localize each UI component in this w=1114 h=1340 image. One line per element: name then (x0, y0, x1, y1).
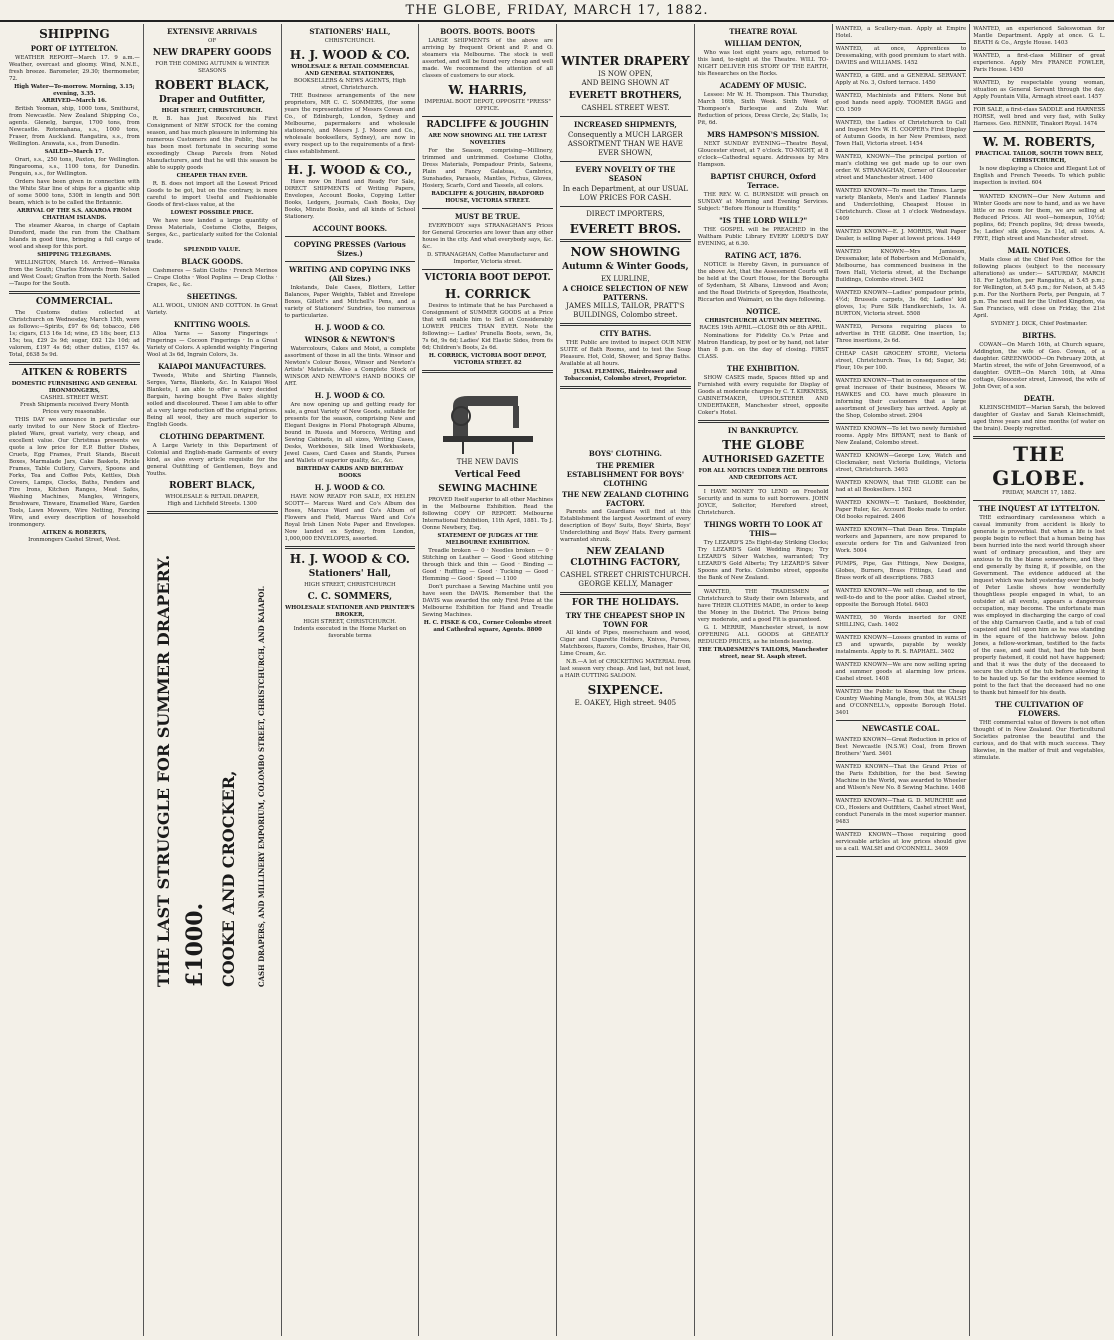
wanted-ad: WANTED KNOWN—Great Reduction in price of Best Newcastle (N.S.W.) Coal, from Brown Brothers' Yard. 3401 (836, 735, 967, 762)
divider (285, 261, 416, 262)
rb-sign-3: High and Lichfield Streets. 1300 (167, 501, 257, 507)
account-books-heading: ACCOUNT BOOKS. (312, 224, 388, 233)
roberts-text: Is now displaying a Choice and Elegant Lot of English and French Tweeds. To which public inspection is invited. 604 (973, 166, 1105, 186)
city-baths-text: THE Public are invited to inspect OUR NEW SUITE of Bath Rooms, and to test the Soap Pleasure. Hot, Cold, Shower, and Spray Baths. Available at all hours. (560, 340, 691, 367)
aitken-address: CASHEL STREET WEST. (40, 395, 109, 401)
divider (9, 291, 140, 294)
death-heading: DEATH. (1023, 394, 1055, 403)
wanted-ad: WANTED KNOWN—Losses granted in sums of £5 and upwards, payable by weekly instalments. Apply to R. S. RAPHAEL. 3402 (836, 633, 967, 660)
high-water: High Water—To-morrow. Morning, 3.15; evening, 3.35. (14, 84, 135, 97)
column-2 (144, 24, 282, 1336)
wanted-ad: WANTED, the Ladies of Christchurch to Call and Inspect Mrs W. H. COOPER's First Display of Autumn Goods, in her New Premises, next Town Hall, Victoria street. 1454 (836, 118, 967, 152)
divider (422, 208, 553, 209)
wanted-ad: WANTED, a Scullery-man. Apply at Empire Hotel. (836, 24, 967, 44)
divider (560, 206, 691, 207)
arrived-text: British Yeoman, ship, 1000 tons, Smithurst, from Newcastle. New Zealand Shipping Co., agents. Glenelg, barque, 1700 tons, from Newcastle. Rotomahana, s.s., 1000 tons, Fraser, from Auckland. Rangatira, s.s., from Wellington. Arawata, s.s., from Dunedin. (9, 106, 140, 147)
lord-heading: "IS THE LORD WILL?" (719, 216, 808, 225)
arrival-heading: ARRIVAL OF THE S.S. AKAROA FROM CHATHAM ISLANDS. (16, 208, 132, 221)
wanted-ad: WANTED KNOWN—We are now selling spring and summer goods at alarming low prices. Cashel street. 1408 (836, 660, 967, 687)
winsor-heading: WINSOR & NEWTON'S (304, 335, 395, 344)
wanted-ad: WANTED, 50 Words inserted for ONE SHILLING, Cash. 1402 (836, 613, 967, 633)
divider (698, 420, 829, 423)
wanted-ad: WANTED KNOWN—Ladies' pompadour prints, 4½d; Brussels carpets, 3s 6d; Ladies' kid gloves, 1s; Pure Silk Handkerchiefs, 1s. A. BURTON, Victoria street. 5508 (836, 288, 967, 322)
lowest-price-text: LOWEST POSSIBLE PRICE. (170, 210, 254, 216)
cultivation-heading: THE CULTIVATION OF FLOWERS. (994, 700, 1084, 718)
harris-heading: W. HARRIS, (448, 83, 527, 97)
sommers-address: HIGH STREET, CHRISTCHURCH. (303, 619, 397, 625)
cricket-text: N.B.—A lot of CRICKETING MATERIAL from last season very cheap. And last, but not least, a HAIR CUTTING SALOON. (560, 659, 691, 679)
hj-wood-heading-3: H. J. WOOD & CO. (314, 323, 385, 332)
postmaster-signature: SYDNEY J. DICK, Chief Postmaster. (990, 321, 1088, 327)
sixpence-heading: SIXPENCE. (587, 683, 664, 697)
wanted-ad: WANTED, KNOWN—The principal portion of man's clothing we get made up to our own order. W. STRANAGHAN, Corner of Gloucester street and Manchester street. 1400 (836, 152, 967, 186)
divider (698, 485, 829, 486)
birthday-cards-text: BIRTHDAY CARDS AND BIRTHDAY BOOKS (296, 466, 404, 479)
stationers-hall-heading: STATIONERS' HALL, (309, 27, 391, 36)
top-ad: FOR SALE, a first-class SADDLE and HARNESS HORSE, well bred and very fast, with Sulky Harness. Geo. RENNIE, Tinakori Royal. 1474 (973, 105, 1105, 132)
winter-drapery-heading: WINTER DRAPERY (561, 54, 690, 68)
mission-heading: MRS HAMPSON'S MISSION. (707, 130, 820, 139)
robert-black-signature: ROBERT BLACK, (169, 481, 256, 491)
divider (422, 116, 553, 117)
wanted-ad: WANTED KNOWN—Those requiring good serviceable articles at low prices should give us a call. WALSH and O'CONNELL. 3409 (836, 830, 967, 857)
increased-shipments-text: INCREASED SHIPMENTS, (573, 120, 677, 129)
aitken-signature: AITKEN & ROBERTS, (41, 530, 107, 536)
port-heading: PORT OF LYTTELTON. (30, 44, 118, 53)
wanted-ad: WANTED KNOWN—That G. D. MURCHIE and CO., Hosiers and Outfitters, Cashel street West, conduct Funerals in the most superior manner. 9483 (836, 796, 967, 830)
wanted-ad: WANTED, Persons requiring places to advertise in THE GLOBE. One insertion, 1s; Three insertions, 2s 6d. (836, 322, 967, 349)
writing-inks-heading: WRITING AND COPYING INKS (All Sizes.) (289, 265, 411, 283)
divider (973, 436, 1105, 439)
rb-sign-2: WHOLESALE & RETAIL DRAPER, (165, 494, 259, 500)
divider (147, 511, 278, 514)
holidays-heading: FOR THE HOLIDAYS. (571, 598, 679, 608)
kaiapoi-heading: KAIAPOI MANUFACTURES. (158, 362, 267, 371)
now-open-text: IS NOW OPEN, (598, 70, 653, 78)
divider (560, 592, 691, 595)
corrick-signature: H. CORRICK, VICTORIA BOOT DEPOT, VICTORIA STREET. 82 (428, 353, 547, 366)
booksellers-text: BOOKSELLERS & NEWS AGENTS, High street, Christchurch. (293, 78, 406, 91)
column-6 (695, 24, 833, 1336)
things-worth-heading: THINGS WORTH TO LOOK AT THIS— (703, 520, 823, 538)
exhibition-text: SHOW CASES made, Spaces fitted up and Furnished with every requisite for Display of Goods at moderate charges by C. T. KIRKNESS, CABINETMAKER, UPHOLSTERER AND UNDERTAKER, Manchester street, opposite Coker's Hotel. (697, 375, 829, 416)
births-heading: BIRTHS. (1022, 331, 1057, 340)
usual-prices-text: In each Department, at our USUAL LOW PRICES FOR CASH. (562, 185, 688, 202)
hj6-address: HIGH STREET, CHRISTCHURCH (304, 582, 396, 588)
radcliffe-sub: ARE NOW SHOWING ALL THE LATEST NOVELTIES (428, 133, 547, 146)
stranaghan-text: EVERYBODY says STRANAGHAN'S Prices for General Groceries are lower than any other house in the city. And what everybody says, &c. &c. (422, 223, 553, 250)
boys-clothing-heading: BOYS' CLOTHING. (588, 449, 662, 458)
davis-text: PROVED Itself superior to all other Machines in the Melbourne Exhibition. Read the following COPY OF REPORT. Melbourne International Exhibition, 11th April, 1881. To J. Oonne Newbery, Esq. (422, 497, 553, 531)
notice-heading: NOTICE. (745, 307, 781, 316)
mail-notices-text: Mails close at the Chief Post Office for the following places (subject to the necessary alterations) as under:— SATURDAY, MARCH 18. For Lyttelton, per Rangatira, at 5.45 p.m.; for Wellington, at 5.45 p.m.; for Nelson, at 5.45 p.m. For the Northern Ports, per Penguin, at 7 p.m. The next mail for the United Kingdom, via San Francisco, will close on Friday, the 21st April. (973, 257, 1105, 319)
divider (973, 500, 1105, 501)
hj5-body: HAVE NOW READY FOR SALE, EX HELEN SCOTT— Marcus Ward and Co's Album des Roses, Marcus Ward and Co's Album of Flowers and Field, Marcus Ward and Co's Royal Irish Linen Note Paper and Envelopes. Now landed ex Sydney, from London, 1,000,000 ENVELOPES, assorted. (284, 494, 416, 542)
divider (560, 161, 691, 162)
jusal-fleming-text: JUSAL FLEMING, Hairdresser and Tobacconist, Colombo street, Proprietor. (564, 369, 687, 382)
wanted-ad: WANTED, Machinists and Fitters. None but good hands need apply. TOOMER BAGG and CO. 1509 (836, 91, 967, 118)
academy-heading: ACADEMY OF MUSIC. (719, 81, 807, 90)
wanted-ad: PUMPS, Pipe, Gas Fittings, New Designs, Globes, Burners, Brass Fittings, Lead and Brass work of all descriptions. 7883 (836, 559, 967, 586)
wanted-ad: WANTED KNOWN—That the Grand Prize of the Paris Exhibition, for the best Sewing Machine in the World, was awarded to Wheeler and Wilson's New No. 8 Sewing Machine. 1408 (836, 762, 967, 796)
cheapest-shop-list: All kinds of Pipes, meerschaum and wood, Cigar and Cigarette Holders, Knives, Purses, Matchboxes, Razors, Combs, Brushes, Hair Oil, Lime Cream, &c. (560, 630, 691, 657)
business-text: THE Business arrangements of the new proprietors, MR C. C. SOMMERS, (for some years the representative of Messrs Cowan and Co., of Edinburgh, London, Sydney and Melbourne, papermakers and wholesale stationers), and Messrs J. J. Moore and Co., wholesale booksellers, Sydney), are now in every respect up to the requirements of a first-class establishment. (284, 93, 416, 155)
vertical-feed-heading: Vertical Feed (454, 470, 521, 480)
divider (560, 386, 691, 389)
knitting-heading: KNITTING WOOLS. (174, 320, 251, 329)
column-7 (833, 24, 971, 1336)
denton-heading: WILLIAM DENTON, (724, 39, 802, 48)
for-all-notices-text: FOR ALL NOTICES UNDER THE DEBTORS AND CREDITORS ACT. (698, 468, 828, 481)
authorised-gazette-heading: AUTHORISED GAZETTE (702, 455, 825, 465)
wanted-ad: WANTED, at once, Apprentices to Dressmaking, with good premium to start with. DAVIES and WILLIAMS. 1452 (836, 44, 967, 71)
radcliffe-heading: RADCLIFFE & JOUGHIN (426, 120, 549, 130)
radcliffe-signature: RADCLIFFE & JOUGHIN, BRADFORD HOUSE, VICTORIA STREET. (431, 191, 544, 204)
every-novelty-text: EVERY NOVELTY OF THE SEASON (575, 165, 676, 183)
cultivation-text: THE commercial value of flowers is not often thought of in New Zealand. Our Horticultural Societies patronise the beautiful and the curious, and do that with much success. They likewise, in the matter of fruit and vegetables, stimulate. (973, 720, 1105, 761)
top-ad: WANTED, an experienced Saleswoman for Mantle Department. Apply at once. G. L. BEATH & Co., Argyle House. 1403 (973, 24, 1105, 51)
wanted-ad: WANTED KNOWN—T. Tankard, Bookbinder, Paper Ruler, &c. Account Books made to order. Old books repaired. 2406 (836, 498, 967, 525)
robert-black-heading: ROBERT BLACK, (154, 78, 270, 92)
shipping-telegrams-text: WELLINGTON, March 16. Arrived—Wanaka from the South; Charles Edwards from Nelson and West Coast; Grafton from the North. Sailed—Taupo for the South. (9, 260, 140, 287)
merrie-text: G. I. MERRIE, Manchester street, is now OFFERING ALL GOODS at GREATLY REDUCED PRICES, as he intends leaving. (697, 625, 829, 645)
wanted-ad: WANTED KNOWN—George Low, Watch and Clockmaker, next Victoria Buildings, Victoria street, Christchurch. 3403 (836, 451, 967, 478)
wanted-ad: WANTED, a GIRL and a GENERAL SERVANT. Apply at No. 3, Oxford terrace. 1450 (836, 71, 967, 91)
things-worth-text: Try LEZARD'S 25s Eight-day Striking Clocks; Try LEZARD'S Gold Wedding Rings; Try LEZARD'S Silver Watches, warranted; Try LEZARD'S Gold Alberts; Try LEZARD'S Silver Spoons and Forks. Colombo street, opposite the Bank of New Zealand. (697, 540, 829, 581)
rating-heading: RATING ACT, 1876. (724, 251, 802, 260)
globe-gazette-heading: THE GLOBE (722, 438, 805, 452)
wanted-known-text: WANTED KNOWN—Our New Autumn and Winter Goods are now to hand, and as we have little or no room for them, we are selling at Reduced Prices. All wool—homespun, 10½d; poplins, 6d; French poplins, 9d; dress tweeds, 5s; Ladies' silk gloves, 2s 11d, all sizes. A. FRYE, High street and Manchester street. (973, 194, 1105, 242)
choice-selection-text: A CHOICE SELECTION OF NEW PATTERNS. (562, 284, 689, 302)
must-be-true-heading: MUST BE TRUE. (455, 212, 521, 221)
top-ad: WANTED, by respectable young woman, situation as General Servant through the day. Apply Fountain Villa, Armagh street east. 1457 (973, 78, 1105, 105)
inquest-heading: THE INQUEST AT LYTTELTON. (978, 504, 1100, 513)
hj-wood-heading-2: H. J. WOOD & CO., (287, 163, 413, 177)
divider (9, 362, 140, 365)
orders-text: Orders have been given in connection with the White Star line of ships for a gigantic ship of some 5000 tons, 530ft in length and 50ft beam, which is to be called the Britannic. (9, 179, 140, 206)
births-text: COWAN—On March 16th, at Church square, Addington, the wife of Geo. Cowan, of a daughter. GREENWOOD—On February 20th, at Martin street, the wife of John Greenwood, of a daughter. OVER—On March 16th, at Alma cottage, Gloucester street, Linwood, the wife of John Over, of a son. (973, 342, 1105, 390)
divider (285, 159, 416, 160)
column-1 (6, 24, 144, 1336)
boots-heading: BOOTS. BOOTS. BOOTS (440, 27, 536, 36)
divider (560, 116, 691, 117)
harris-sub: IMPERIAL BOOT DEPOT, OPPOSITE "PRESS" OFFICE. (424, 99, 551, 112)
winsor-text: Watercolours, Cakes and Moist, a complete assortment of those in all the tints. Winsor and Newton's Colour Boxes, Winsor and Newton's Artists' Materials. Also a Complete Stock of WINSOR AND NEWTON'S HAND BOOKS OF ART. (284, 346, 416, 387)
wanted-ad: WANTED KNOWN—Mrs Jamieson, Dressmaker, late of Robertson and McDonald's, Melbourne, has commenced business in the Town Hall, Victoria street, at the Exchange Buildings, Colombo street. 3402 (836, 247, 967, 288)
sommers-sub: WHOLESALE STATIONER AND PRINTER'S BROKER, (285, 605, 415, 618)
aitken-prices: Prices very reasonable. (42, 409, 107, 415)
column-3 (282, 24, 420, 1336)
mail-notices-heading: MAIL NOTICES. (1007, 246, 1071, 255)
globe-date: FRIDAY, MARCH 17, 1882. (1002, 490, 1077, 496)
cheaper-text: CHEAPER THAN EVER. (176, 173, 248, 179)
autumn-goods-heading: Autumn & Winter Goods, (562, 262, 689, 272)
consequently-text: Consequently a MUCH LARGER ASSORTMENT THAN WE HAVE EVER SHOWN, (567, 131, 683, 157)
money-to-lend-text: I HAVE MONEY TO LEND on Freehold Security and in sums to suit borrowers. JOHN JOYCE, Solicitor, Hereford street, Christchurch. (697, 489, 829, 516)
practical-tailor-text: PRACTICAL TAILOR, SOUTH TOWN BELT, CHRISTCHURCH, (975, 151, 1104, 164)
columns (6, 24, 1108, 1336)
clothing-text: A Large Variety in this Department of Colonial and English-made Garments of every kind, as also every article requisite for the general Outfitting of Gentlemen, Boys and Youths. (146, 443, 278, 477)
hj-wood-heading-4: H. J. WOOD & CO. (314, 391, 385, 400)
premier-heading: THE PREMIER ESTABLISHMENT FOR BOYS' CLOTHING (566, 461, 684, 488)
sommers-heading: C. C. SOMMERS, (307, 592, 393, 602)
tradesmen-wanted-text: WANTED, THE TRADESMEN of Christchurch to Study their own Interests, and have THEIR CLOTHES MADE, in order to keep the Money in the District. The Prices being very moderate, and a good Fit is guaranteed. (697, 589, 829, 623)
wanted-ad: CHEAP CASH GROCERY STORE, Victoria street, Christchurch. Teas, 1s 6d; Sugar, 3d; Flour, 10s per 100. (836, 349, 967, 376)
wanted-ad: WANTED KNOWN—To let two newly furnished rooms. Apply Mrs BRYANT, next to Bank of New Zealand, Colombo street. (836, 424, 967, 451)
denton-text: Who was lost eight years ago, returned to this land, to-night at the Theatre. WILL TO-NIGHT DELIVER HIS STORY OF THE EARTH, his Researches on the Rocks. (697, 50, 829, 77)
rb-body-3: We have now landed a large quantity of Dress Materials, Costume Cloths, Beiges, Serges, &c., particularly suited for the Colonial trade. (146, 218, 278, 245)
for-season-text: FOR THE COMING AUTUMN & WINTER SEASONS (155, 61, 270, 74)
commercial-text: The Customs duties collected at Christchurch on Wednesday, March 15th, were as follows:—Spirits, £97 6s 6d; tobacco, £46 1s; cigars, £13 16s 1d; wine, £5 18s; beer, £13 15s; tea, £29 2s 9d; sugar, £62 12s 10d; ad valorem, £197 4s 6d; other duties, £157 4s. Total, £638 5s 9d. (9, 310, 140, 358)
statement-heading: STATEMENT OF JUDGES AT THE MELBOURNE EXHIBITION. (437, 533, 538, 546)
cheapest-shop-text: TRY THE CHEAPEST SHOP IN TOWN FOR (565, 611, 685, 629)
high-street-text: HIGH STREET, CHRISTCHURCH. (161, 108, 263, 114)
wanted-ad: WANTED KNOWN—We sell cheap, and to the well-to-do and to the poor alike. Cashel street, opposite the Borough Hotel. 6403 (836, 586, 967, 613)
divider (422, 370, 553, 373)
wanted-ad: WANTED KNOWN—That Dean Bros. Timplate workers and Japanners, are now prepared to execute orders for Tin and Galvanized Iron Work. 5004 (836, 525, 967, 559)
oakey-signature: E. OAKEY, High street. 9405 (574, 699, 677, 707)
masthead: THE GLOBE, FRIDAY, MARCH 17, 1882. (0, 0, 1114, 22)
death-text: KLEINSCHMIDT—Marian Sarah, the beloved daughter of Gustav and Sarah Kleinschmidt, aged three years and nine months (of water on the brain). Deeply regretted. (973, 405, 1105, 432)
copying-presses-heading: COPYING PRESSES (Various Sizes.) (293, 240, 406, 258)
sewing-machine-heading: SEWING MACHINE (438, 484, 537, 494)
black-goods-heading: BLACK GOODS. (181, 257, 244, 266)
column-4 (419, 24, 557, 1336)
gospel-text: THE GOSPEL will be PREACHED in the Waltham Public Library EVERY LORD'S DAY EVENING, at 6.30. (697, 227, 829, 247)
direct-importers-text: DIRECT IMPORTERS, (586, 210, 665, 218)
newcastle-coal-heading: NEWCASTLE COAL. (861, 724, 940, 733)
cooke-crocker-address: CASH DRAPERS, AND MILLINERY EMPORIUM, COLOMBO STREET, CHRISTCHURCH, AND KAIAPOI. (256, 585, 266, 987)
corrick-heading: H. CORRICK (445, 287, 531, 301)
fiske-signature: H. C. FISKE & CO., Corner Colombo street and Cathedral square, Agents. 8800 (423, 620, 552, 633)
davis-end-text: Don't purchase a Sewing Machine until you have seen the DAVIS. Remember that the DAVIS was awarded the only First Prize at the Melbourne Exhibition for Hand and Treadle Sewing Machines. (422, 584, 553, 618)
everett-heading: EVERETT BROTHERS, (568, 91, 682, 101)
sommers-end: Indents executed in the Home Market on favorable terms (293, 626, 407, 639)
knitting-text: Alloa Yarns — Saxony Fingerings · Fingerings — Cocoon Fingerings · In a Great Variety of Colors. A splendid weighty Fingering Wool at 3s 6d, Ingrain Colors, 3s. (146, 331, 278, 358)
splendid-value-text: SPLENDID VALUE. (183, 247, 241, 253)
hj-wood-heading: H. J. WOOD & CO. (289, 48, 410, 62)
wanted-ad: WANTED KNOWN—That in consequence of the great increase of their business, Messrs W. HAWKES and CO. have much pleasure in informing their customers that a large assortment of Jewellery has arrived. Apply at the Shop, Colombo street. 2904 (836, 376, 967, 424)
nz-factory-text: Parents and Guardians will find at this Establishment the largest Assortment of every description of Boys' Suits, Boys' Shirts, Boys' Underclothing and Boys' Hats. Every garment warranted shrunk. (560, 509, 691, 543)
commercial-heading: COMMERCIAL. (35, 297, 113, 307)
nz-factory-address: CASHEL STREET CHRISTCHURCH. (560, 571, 691, 579)
sailed-heading: SAILED—March 17. (44, 149, 105, 155)
wholesale-text: WHOLESALE & RETAIL COMMERCIAL AND GENERAL STATIONERS, (291, 64, 409, 77)
christchurch-text: CHRISTCHURCH. (324, 38, 376, 44)
baptist-heading: BAPTIST CHURCH, Oxford Terrace. (710, 172, 816, 190)
column-5 (557, 24, 695, 1336)
baptist-text: THE REV. W. C. BURNSIDE will preach on SUNDAY at Morning and Evening Services. Subject: "Before Honour is Humility." (697, 192, 829, 212)
divider (698, 585, 829, 586)
stationers-hall-sub: Stationers' Hall, (308, 569, 392, 579)
globe-title: THE GLOBE. (992, 442, 1086, 490)
city-baths-heading: CITY BATHS. (599, 329, 652, 338)
ex-lurline-text: EX LURLINE, (601, 275, 650, 283)
arrival-text: The steamer Akaroa, in charge of Captain Dunsford, made the run from the Chatham Islands in good time, bringing a full cargo of wool and sheep for this port. (9, 223, 140, 250)
rb-body-2: R. B. does not import all the Lowest Priced Goods to be got, but on the contrary, is more careful to import Useful and Fashionable Goods of first-class value, at the (146, 181, 278, 208)
draper-heading: Draper and Outfitter, (158, 95, 266, 105)
being-shown-text: AND BEING SHOWN AT (581, 79, 670, 87)
inquest-text: THE extraordinary carelessness which a casual immunity from accident is likely to generate is proverbial. But when a life is lost people begin to reflect that a human being has been hurried into the next world through sheer want of ordinary precaution, and they are anxious to fix the blame somewhere, and they end generally by fixing it, if possible, on the Government. The evidence adduced at the inquest which was held yesterday over the body of Peter Leslie shows how wonderfully thoughtless people engaged in what, to an outsider at all events, appears a dangerous occupation, may become. The unfortunate man was employed in discharging the cargo of coal of the ship Carnarvon Castle, and a tub of coal capsized and fell upon him as he was standing in the square of the hatchway below. John Jones, a fellow-workman, testified to the facts of the case, and said that, had the tub been properly fastened, it could not have happened; and that it was the duty of the deceased to secure the clutch of the tub before allowing it to be hauled up. So far the evidence seemed to point to the fact that the deceased had no one to thank but himself for his death. (973, 515, 1105, 696)
stranaghan-signature: D. STRANAGHAN, Coffee Manufacturer and Importer, Victoria street. (427, 252, 549, 265)
divider (560, 239, 691, 242)
wanted-ad: WANTED the Public to Know, that the Cheap Country Washing Mangle, from 50s, at WALSH and O'CONNELL's, opposite Borough Hotel. 3401 (836, 687, 967, 721)
aitken-subheading: DOMESTIC FURNISHING AND GENERAL IRONMONGERS, (11, 381, 138, 394)
arrived-heading: ARRIVED—March 16. (41, 98, 107, 104)
boots-text: LARGE SHIPMENTS of the above are arriving by frequent Orient and P. and O. steamers via Melbourne. The stock is well assorted, and will be found very cheap and well made. We recommend the attention of all classes of customers to our stock. (422, 38, 553, 79)
last-struggle-heading: THE LAST STRUGGLE FOR SUMMER DRAPERY. (153, 554, 173, 987)
aitken-signature-address: Ironmongers Cashel Street, West. (28, 537, 121, 543)
rating-text: NOTICE is Hereby Given, in pursuance of the above Act, that the Assessment Courts will be held at the Court House, for the Boroughs of Sydenham, St Albans, Linwood and Avon; and the Road Districts of Spreydon, Heathcote, Riccarton and Waimairi, on the days following. (697, 262, 829, 303)
races-text: Nominations for Fidelity Co.'s Prize and Matron Handicap, by post or by hand, not later than 8 p.m. on the day of closing. FIRST CLASS. (697, 333, 829, 360)
races-date: RACES 19th APRIL—CLOSE 8th or 8th APRIL. (699, 325, 828, 331)
exhibition-heading: THE EXHIBITION. (726, 364, 800, 373)
cooke-crocker-heading: COOKE AND CROCKER, (218, 770, 238, 987)
cooke-crocker-ad (147, 517, 278, 987)
top-ad: WANTED, a first-class Milliner of great experience. Apply Mrs FRANCE FOWLER, Paris House. 1450 (973, 51, 1105, 78)
now-showing-heading: NOW SHOWING (570, 245, 681, 259)
of-text: OF (208, 38, 217, 44)
george-kelly-text: GEORGE KELLY, Manager (578, 580, 673, 588)
aitken-heading: AITKEN & ROBERTS (21, 368, 128, 378)
sailed-text: Orari, s.s., 250 tons, Paxton, for Wellington. Ringarooma, s.s., 1100 tons, for Dunedin. Penguin, s.s., for Wellington. (9, 157, 140, 177)
black-goods-list: Cashmeres — Satin Cloths · French Merinos — Crape Cloths · Wool Poplins — Drap Cloths · Crapes, &c., &c. (146, 268, 278, 288)
divider (973, 190, 1105, 191)
cashel-street-text: CASHEL STREET WEST. (581, 104, 670, 112)
wanted-ad: WANTED KNOWN, that THE GLOBE can be had at all Booksellers. 1502 (836, 478, 967, 498)
divider (560, 323, 691, 326)
wanted-ad: WANTED KNOWN—To meet the Times. Large variety Blankets, Men's and Ladies' Flannels and Underclothing, Cheapest House in Christchurch. Close at 1 o'clock Wednesdays. 1409 (836, 186, 967, 227)
nz-factory-heading-2: NEW ZEALAND CLOTHING FACTORY, (570, 547, 681, 568)
nz-factory-heading: THE NEW ZEALAND CLOTHING FACTORY. (561, 490, 689, 508)
column-8 (970, 24, 1108, 1336)
autumn-meeting-heading: CHRISTCHURCH AUTUMN MEETING. (704, 318, 822, 324)
amount-heading: £1000. (182, 902, 209, 987)
divider (285, 546, 416, 549)
corrick-text: Desires to intimate that he has Purchased a Consignment of SUMMER GOODS at a Price that will enable him to Sell at Considerably LOWER PRICES THAN EVER. Note the following:— Ladies' Prunella Boots, sewn, 5s, 7s 6d, 9s 6d; Ladies' Kid Elastic Sides, from 6s 6d; Children's Boots, 2s 6d. (422, 303, 553, 351)
inks-text: Inkstands, Dale Cases, Blotters, Letter Balances, Paper Weights, Tablet and Envelope Boxes, Gillott's and Mitchell's Pens, and a variety of Stationers' Sundries, too numerous to particularize. (284, 285, 416, 319)
statement-list: Treadle broken — 0 · Needles broken — 0 · Stitching on Leather — Good · Good stitching through thick and thin — Good · Binding — Good · Ruffling — Good · Tucking — Good · Hemming — Good · Speed — 1100 (422, 548, 553, 582)
mission-text: NEXT SUNDAY EVENING—Theatre Royal, Gloucester street, at 7 o'clock. TO-NIGHT, at 8 o'clock—Cathedral square. Addresses by Mrs Hampson. (697, 141, 829, 168)
theatre-heading: THEATRE ROYAL (729, 27, 798, 36)
hj2-body: Have now On Hand and Ready For Sale, DIRECT SHIPMENTS of Writing Papers, Envelopes, Account Books, Copying Letter Books, Ledgers, Journals, Cash Books, Day Books, Minute Books, and all kinds of School Stationery. (284, 179, 416, 220)
shipping-telegrams-heading: SHIPPING TELEGRAMS. (37, 252, 112, 258)
rb-body: R. B. has Just Received his First Consignment of NEW STOCK for the coming season, and has much pleasure in informing his numerous Customers and the Public, that he has been most fortunate in securing some exceedingly Cheap Parcels from Noted Manufacturers, and that he will this season be able to supply goods (146, 116, 278, 171)
sheetings-heading: SHEETINGS. (186, 292, 238, 301)
sewing-machine-illustration (433, 376, 543, 456)
divider (422, 269, 553, 270)
james-mills-text: JAMES MILLS, TAILOR, PRATT'S BUILDINGS, Colombo street. (566, 302, 685, 319)
shipping-heading: SHIPPING (39, 27, 110, 41)
everett-bros-heading: EVERETT BROS. (569, 222, 682, 236)
aitken-shipments: Fresh Shipments received Every Month (20, 402, 129, 408)
davis-heading: THE NEW DAVIS (456, 458, 519, 466)
hj-wood-heading-5: H. J. WOOD & CO. (314, 483, 385, 492)
clothing-heading: CLOTHING DEPARTMENT. (159, 432, 265, 441)
victoria-depot-heading: VICTORIA BOOT DEPOT. (424, 273, 551, 283)
bankruptcy-heading: IN BANKRUPTCY. (727, 426, 799, 435)
tradesmen-tailors-text: THE TRADESMEN'S TAILORS, Manchester street, near St. Asaph street. (698, 647, 828, 660)
sheetings-text: ALL WOOL, UNION AND COTTON. In Great Variety. (146, 303, 278, 316)
weather-report: WEATHER REPORT—March 17. 9 a.m.—Weather, overcast and gloomy. Wind, N.N.E., fresh breeze. Barometer, 29.30; thermometer, 72. (9, 55, 140, 82)
roberts-heading: W. M. ROBERTS, (982, 135, 1096, 149)
academy-text: Lessee: Mr W. H. Thompson. This Thursday, March 16th, Sixth Week. Sixth Week of Thompson's Burlesque and Zulu War. Reduction of prices, Dress Circle, 2s; Stalls, 1s; Pit, 6d. (697, 92, 829, 126)
wanted-ad: WANTED KNOWN—E. J. MORRIS, Wall Paper Dealer, is selling Paper at lowest prices. 1449 (836, 227, 967, 247)
extensive-heading: EXTENSIVE ARRIVALS (167, 27, 258, 36)
divider (285, 236, 416, 237)
aitken-body: THIS DAY we announce in particular our early invited to our New Stock of Electro-plated Ware, great variety, very cheap, and excellent value. Our Christmas presents we quote a low price for E.P. Butter Dishes, Cruets, Egg Frames, Fruit Stands, Biscuit Boxes, Marmalade Jars, Cake Baskets, Pickle Frames, Table Cutlery, Carvers, Spoons and Forks, Tea and Coffee Pots, Kettles, Dish Covers, Lamps, Clocks, Baths, Fenders and Fire Irons, Kitchen Ranges, Meat Safes, Washing Machines, Mangles, Wringers, Brushware, Tinware, Enamelled Ware, Garden Tools, Lawn Mowers, Wire Netting, Fencing Wire, and every description of household ironmongery. (9, 417, 140, 528)
new-drapery-heading: NEW DRAPERY GOODS (152, 48, 272, 58)
hj-wood-heading-6: H. J. WOOD & CO. (289, 552, 410, 566)
kaiapoi-text: Tweeds, White and Shirting Flannels, Serges, Yarns, Blankets, &c. In Kaiapoi Wool Blankets, I am able to offer a very decided Bargain, having bought Five Bales slightly soiled and discoloured. These I am able to offer at a very large reduction off the original prices. Being all wool, they are much superior to English Goods. (146, 373, 278, 428)
radcliffe-list: For the Season, comprising—Millinery, trimmed and untrimmed. Costume Cloths, Dress Materials, Pompadour Prints, Sateens, Plain and Fancy Galateas, Cambrics, Sunshades, Parasols, Mantles, Fichus, Gloves, Hosiery, Scarfs, Cord and Tassels, all colors. (422, 148, 553, 189)
hj4-body: Are now opening up and getting ready for sale, a great Variety of New Goods, suitable for presents for the season, comprising New and Elegant Designs in Floral Photograph Albums, bound in Russia and Morocco, Writing and Sewing Cabinets, in all sizes, Writing Cases, Desks, Workboxes, Silk lined Workbaskets, Jewel Cases, Card Cases and Stands, Purses and Wallets of superior quality, &c., &c. (284, 402, 416, 464)
